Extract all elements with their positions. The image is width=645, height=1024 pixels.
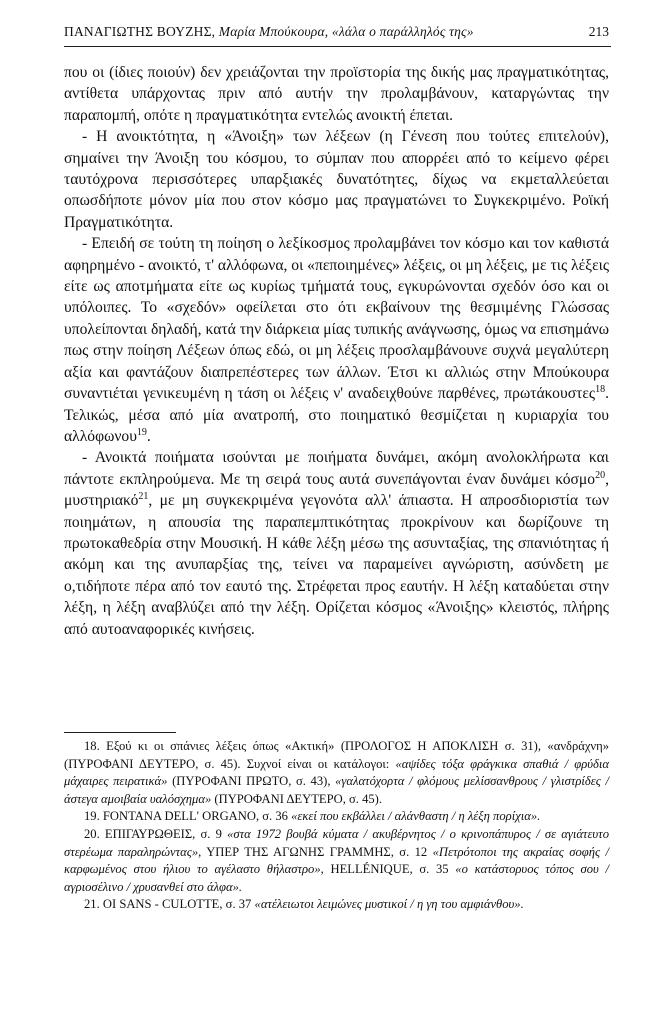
running-header [64, 22, 611, 47]
footnote-ref-20[interactable]: 20 [595, 469, 606, 481]
footnote-20-quote-3: «ο κατάστορυος τόπος σου / αγριοσέλινο / χρυσανθεί στο άλφα». [64, 862, 609, 894]
paragraph-1: που οι (ίδιες ποιούν) δεν χρειάζονται την προϊστορία της δικής μας πραγματικότητας, αντίθετα υπάρχοντας πριν από αυτήν την προλαμβάνουν, καταργώντας την παραπομπή, οπότε η πραγματικότητα εντελώς ανοικτή έπεται. [64, 64, 609, 124]
footnote-21-text: 21. OI SANS - CULOTTE, σ. 37 [84, 897, 255, 912]
main-text [64, 62, 609, 640]
footnote-18-text-b: (ΠΥΡΟΦΑΝΙ ΠΡΩΤΟ, σ. 43), [167, 774, 336, 789]
page-number: 213 [588, 24, 609, 39]
running-head-title [64, 24, 474, 40]
footnote-19 [64, 808, 609, 826]
paragraph-3-text-c: . [146, 427, 151, 445]
footnote-21-quote: «ατέλειωτοι λειμώνες μυστικοί / η γη του αμφιάνθου». [254, 897, 524, 912]
header-author: ΠΑΝΑΓΙΩΤΗΣ ΒΟΥΖΗΣ, [64, 24, 216, 39]
paragraph-4-text-a: - Ανοικτά ποιήματα ισούνται με ποιήματα δυνάμει, ακόμη ανολοκλήρωτα και πάντοτε εκπληρούμενα. Με τη σειρά τους αυτά συνεπάγονται έναν δυνάμει κόσμο [64, 449, 609, 488]
footnote-ref-21[interactable]: 21 [138, 491, 149, 503]
footnote-18 [64, 738, 609, 808]
footnote-ref-18[interactable]: 18 [595, 384, 606, 396]
paragraph-3-text-b: . Τελικώς, μέσα από μία ανατροπή, στο ποιηματικό θεσμίζεται η κυριαρχία του αλλόφωνου [64, 385, 609, 445]
footnote-20 [64, 826, 609, 896]
footnote-ref-19[interactable]: 19 [136, 426, 147, 438]
footnote-20-quote-1: «στα 1972 βουβά κύματα / ακυβέρνητος / ο κρινοπάπυρος / σε αγιάτευτο στερέωμα παραληρώντας» [64, 826, 609, 859]
footnote-19-quote: «εκεί που εκβάλλει / αλάνθαστη / η λέξη πορίχια». [291, 809, 541, 824]
paragraph-4-text-c: , με μη συγκεκριμένα γεγονότα αλλ' άπιαστα. Η απροσδιοριστία των ποιημάτων, η απουσία της παραπεμπτικότητας προκρίνουν και δωρίζουνε τη πρωτοκαθεδρία στην Μουσική. Η κάθε λέξη μέσω της ασυνταξίας, της σπανιότητας ή ακόμη και της ανυπαρξίας της, τείνει να παραμείνει αγνώριστη, ασύνδετη με ο,τιδήποτε πέρα από τον εαυτό της. Στρέφεται προς εαυτήν. Η λέξη καταδύεται στην λέξη, η λέξη αναβλύζει από την λέξη. Ορίζεται κόσμος «Άνοιξης» κλειστός, πλήρης από αυτοαναφορικές κινήσεις. [64, 492, 609, 638]
footnote-20-text-b: , ΥΠΕΡ ΤΗΣ ΑΓΩΝΗΣ ΓΡΑΜΜΗΣ, σ. 12 [198, 844, 433, 859]
paragraph-4 [64, 447, 609, 640]
footnote-20-text-c: , HELLÉNIQUE, σ. 35 [320, 862, 456, 877]
paragraph-4-text-b: , μυστηριακό [64, 470, 609, 510]
footnotes [64, 738, 609, 914]
footnote-19-text: 19. FONTANA DELL' ORGANO, σ. 36 [84, 809, 292, 824]
footnote-18-text-c: (ΠΥΡΟΦΑΝΙ ΔΕΥΤΕΡΟ, σ. 45). [211, 791, 383, 806]
paragraph-3-text-a: - Επειδή σε τούτη τη ποίηση ο λεξίκοσμος προλαμβάνει τον κόσμο και τον καθιστά αφηρημένο - ανοικτό, τ' αλλόφωνα, οι «πεποιημένες» λέξεις, οι μη λέξεις, με τις λέξεις είτε ως αποτμήματα είτε ως κυρίως τμήματά τους, εγκυρώνονται σχεδόν όσο και οι υπόλοιπες. Το «σχεδόν» οφείλεται στο ότι εκβαίνουν της θεσμιμένης Γλώσσας υπολείπονται δηλαδή, κατά την διάρκεια μίας τυπικής ανάγνωσης, όμως να επισημάνω πως στην ποίηση Λέξεων όπως εδώ, οι μη λέξεις προσλαμβάνουνε συχνά μεγαλύτερη αξία και φαντάζουν διαπρεπέστερες των άλλων. Έτσι κι αλλιώς στην Μπούκουρα συναντιέται γενικευμένη η τάση οι λέξεις ν' αναδειχθούνε παρθένες, πρωτάκουστες [64, 235, 609, 403]
footnote-21 [64, 896, 609, 914]
paragraph-3 [64, 233, 609, 447]
footnote-18-quote-2: «γαλατόχορτα / φλόμους μελίσσανθρους / γλιστρίδες / άστεγα αμοιβαία υαλόσχημα» [64, 774, 609, 806]
footnote-divider [64, 732, 176, 733]
footnote-18-quote-1: «αψίδες τόξα φράγκικα σπαθιά / φρύδια μάχαιρες πειρατικά» [64, 756, 610, 789]
footnote-20-quote-2: «Πετρότοποι της ακραίας σοφής / καρφωμένος στου ήλιου το αγέλαστο θήλαστρο» [64, 844, 609, 877]
footnote-20-text-a: 20. ΕΠΙΓΑΥΡΩΘΕΙΣ, σ. 9 [84, 826, 228, 841]
header-subtitle: Μαρία Μπούκουρα, «λάλα ο παράλληλός της» [218, 24, 474, 39]
footnote-18-text-a: 18. Εξού κι οι σπάνιες λέξεις όπως «Ακτική» (ΠΡΟΛΟΓΟΣ Η ΑΠΟΚΛΙΣΗ σ. 31), «ανδράχνη» (ΠΥΡΟΦΑΝΙ ΔΕΥΤΕΡΟ, σ. 45). Συχνοί είναι οι κατάλογοι: [64, 739, 609, 771]
paragraph-2: - Η ανοικτότητα, η «Άνοιξη» των λέξεων (η Γένεση που τούτες επιτελούν), σημαίνει την Άνοιξη του κόσμου, το σύμπαν που απορρέει από το κείμενο φέρει ταυτόχρονα περισσότερες υπαρξιακές δυνατότητες, δίχως να εκμεταλλεύεται οπωσδήποτε μόνον μία που στον κόσμο μας πραγματώνει το Συγκεκριμένο. Ροϊκή Πραγματικότητα. [64, 128, 609, 231]
